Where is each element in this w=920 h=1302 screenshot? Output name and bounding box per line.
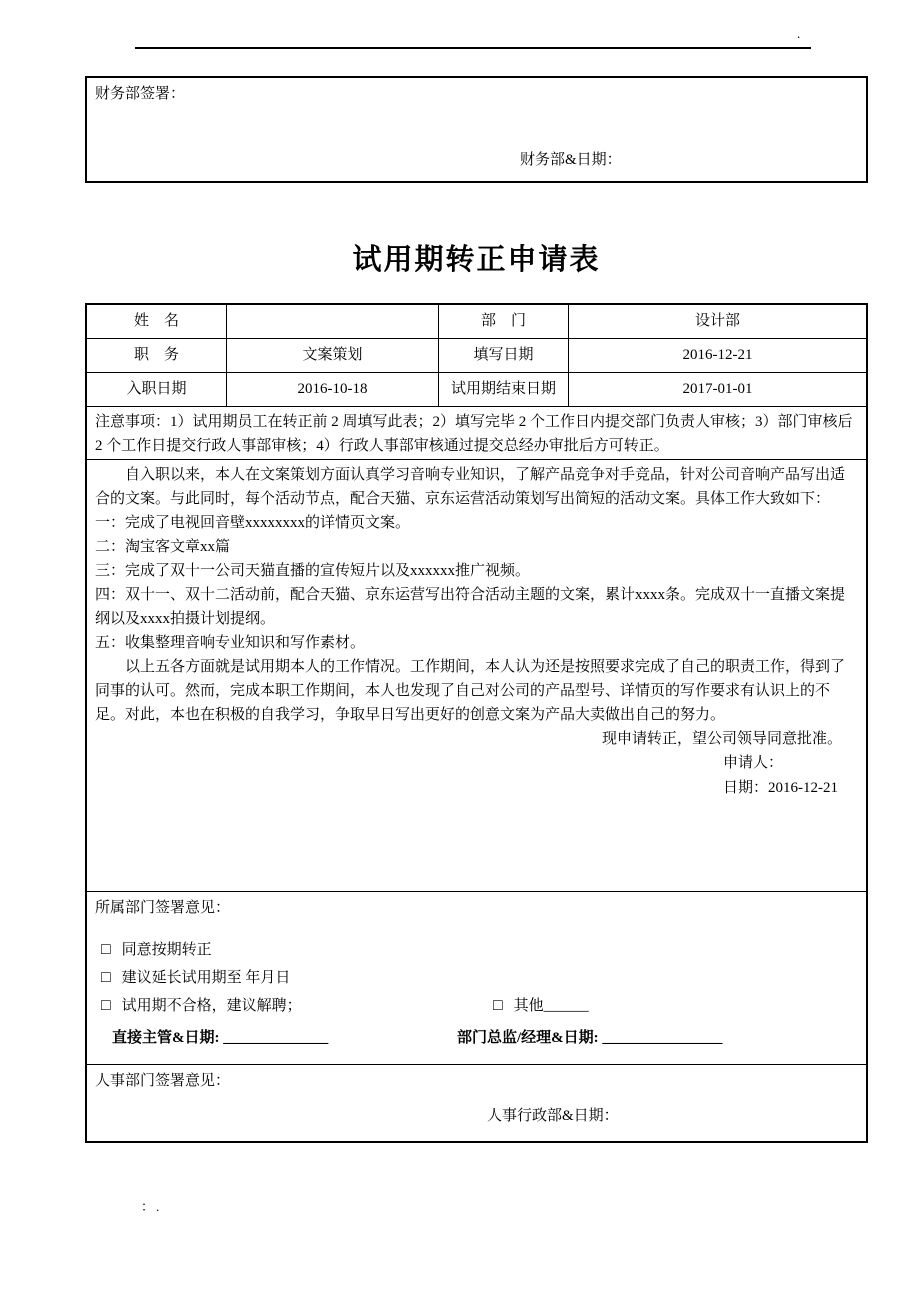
- option-extend-row: [101, 964, 302, 992]
- work-item-3: 三：完成了双十一公司天猫直播的宣传短片以及xxxxxx推广视频。: [95, 563, 531, 579]
- fill-date-label: 填写日期: [439, 339, 569, 373]
- employee-info-grid: [87, 305, 866, 407]
- probation-end-label: 试用期结束日期: [439, 373, 569, 407]
- option-other: [493, 992, 589, 1020]
- department-value: 设计部: [569, 305, 866, 339]
- option-approve-row: [101, 936, 302, 964]
- approve-option-label: 同意按期转正: [121, 942, 212, 958]
- name-value[interactable]: [227, 305, 439, 339]
- position-label: 职 务: [87, 339, 227, 373]
- finance-date-label: 财务部&日期：: [520, 152, 622, 168]
- self-statement-section: [87, 460, 866, 892]
- extend-checkbox[interactable]: □: [101, 969, 111, 986]
- fail-checkbox[interactable]: □: [101, 997, 111, 1014]
- other-checkbox[interactable]: □: [493, 997, 503, 1014]
- finance-signature-box: [85, 76, 868, 183]
- department-options: [101, 936, 589, 1020]
- finance-signature-heading: 财务部签署：: [95, 86, 186, 102]
- hire-date-label: 入职日期: [87, 373, 227, 407]
- hr-opinion-section: [87, 1065, 866, 1141]
- fill-date-value: 2016-12-21: [569, 339, 866, 373]
- statement-intro: 自入职以来，本人在文案策划方面认真学习音响专业知识，了解产品竞争对手竞品，针对公司音响产品写出适合的文案。与此同时，每个活动节点，配合天猫、京东运营活动策划写出简短的活动文案。具体工作大致如下：: [95, 467, 846, 507]
- director-sign-field: [457, 1026, 722, 1047]
- hr-date-label: 人事行政部&日期：: [487, 1108, 619, 1124]
- work-item-2: 二：淘宝客文章xx篇: [95, 539, 231, 555]
- work-item-1: 一：完成了电视回音壁xxxxxxxx的详情页文案。: [95, 515, 411, 531]
- applicant-label: 申请人：: [723, 755, 784, 771]
- statement-summary: 以上五各方面就是试用期本人的工作情况。工作期间，本人认为还是按照要求完成了自己的职责工作，得到了同事的认可。然而，完成本职工作期间，本人也发现了自己对公司的产品型号、详情页的写作要求有认识上的不足。对此，本也在积极的自我学习，争取早日写出更好的创意文案为产品大卖做出自己的努力。: [95, 659, 846, 723]
- hire-date-value: 2016-10-18: [227, 373, 439, 407]
- probation-end-value: 2017-01-01: [569, 373, 866, 407]
- supervisor-label: 直接主管&日期:: [112, 1030, 224, 1046]
- name-label: 姓 名: [87, 305, 227, 339]
- department-label: 部 门: [439, 305, 569, 339]
- extend-option-label: 建议延长试用期至 年月日: [121, 970, 291, 986]
- director-sign-line[interactable]: ________________: [602, 1030, 723, 1046]
- footer-stray-mark: ：.: [141, 1199, 162, 1214]
- option-fail-row: [101, 992, 589, 1020]
- application-form-table: [85, 303, 868, 1143]
- work-item-5: 五：收集整理音响专业知识和写作素材。: [95, 635, 366, 651]
- header-stray-mark: .: [797, 26, 801, 41]
- department-opinion-heading: 所属部门签署意见：: [95, 900, 231, 916]
- director-label: 部门总监/经理&日期:: [457, 1030, 603, 1046]
- notice-text: 注意事项：1）试用期员工在转正前 2 周填写此表；2）填写完毕 2 个工作日内提交部门负责人审核；3）部门审核后 2 个工作日提交行政人事部审核；4）行政人事部审核通过提交总经办审批后方可转正。: [87, 407, 866, 460]
- fail-option-label: 试用期不合格，建议解聘；: [121, 998, 302, 1014]
- application-date: 日期：2016-12-21: [723, 780, 838, 796]
- other-option-label: 其他______: [513, 998, 589, 1014]
- position-value: 文案策划: [227, 339, 439, 373]
- page-title: 试用期转正申请表: [352, 244, 601, 276]
- header-rule: [135, 47, 811, 49]
- work-item-4: 四：双十一、双十二活动前，配合天猫、京东运营写出符合活动主题的文案，累计xxxx条。完成双十一直播文案提纲以及xxxx拍摄计划提纲。: [95, 587, 846, 627]
- hr-opinion-heading: 人事部门签署意见：: [95, 1073, 231, 1089]
- supervisor-sign-field: [112, 1026, 328, 1047]
- applicant-sign-area: [95, 751, 856, 801]
- supervisor-sign-line[interactable]: ______________: [223, 1030, 329, 1046]
- conversion-request-line: 现申请转正，望公司领导同意批准。: [601, 731, 842, 747]
- approve-checkbox[interactable]: □: [101, 941, 111, 958]
- department-opinion-section: [87, 892, 866, 1065]
